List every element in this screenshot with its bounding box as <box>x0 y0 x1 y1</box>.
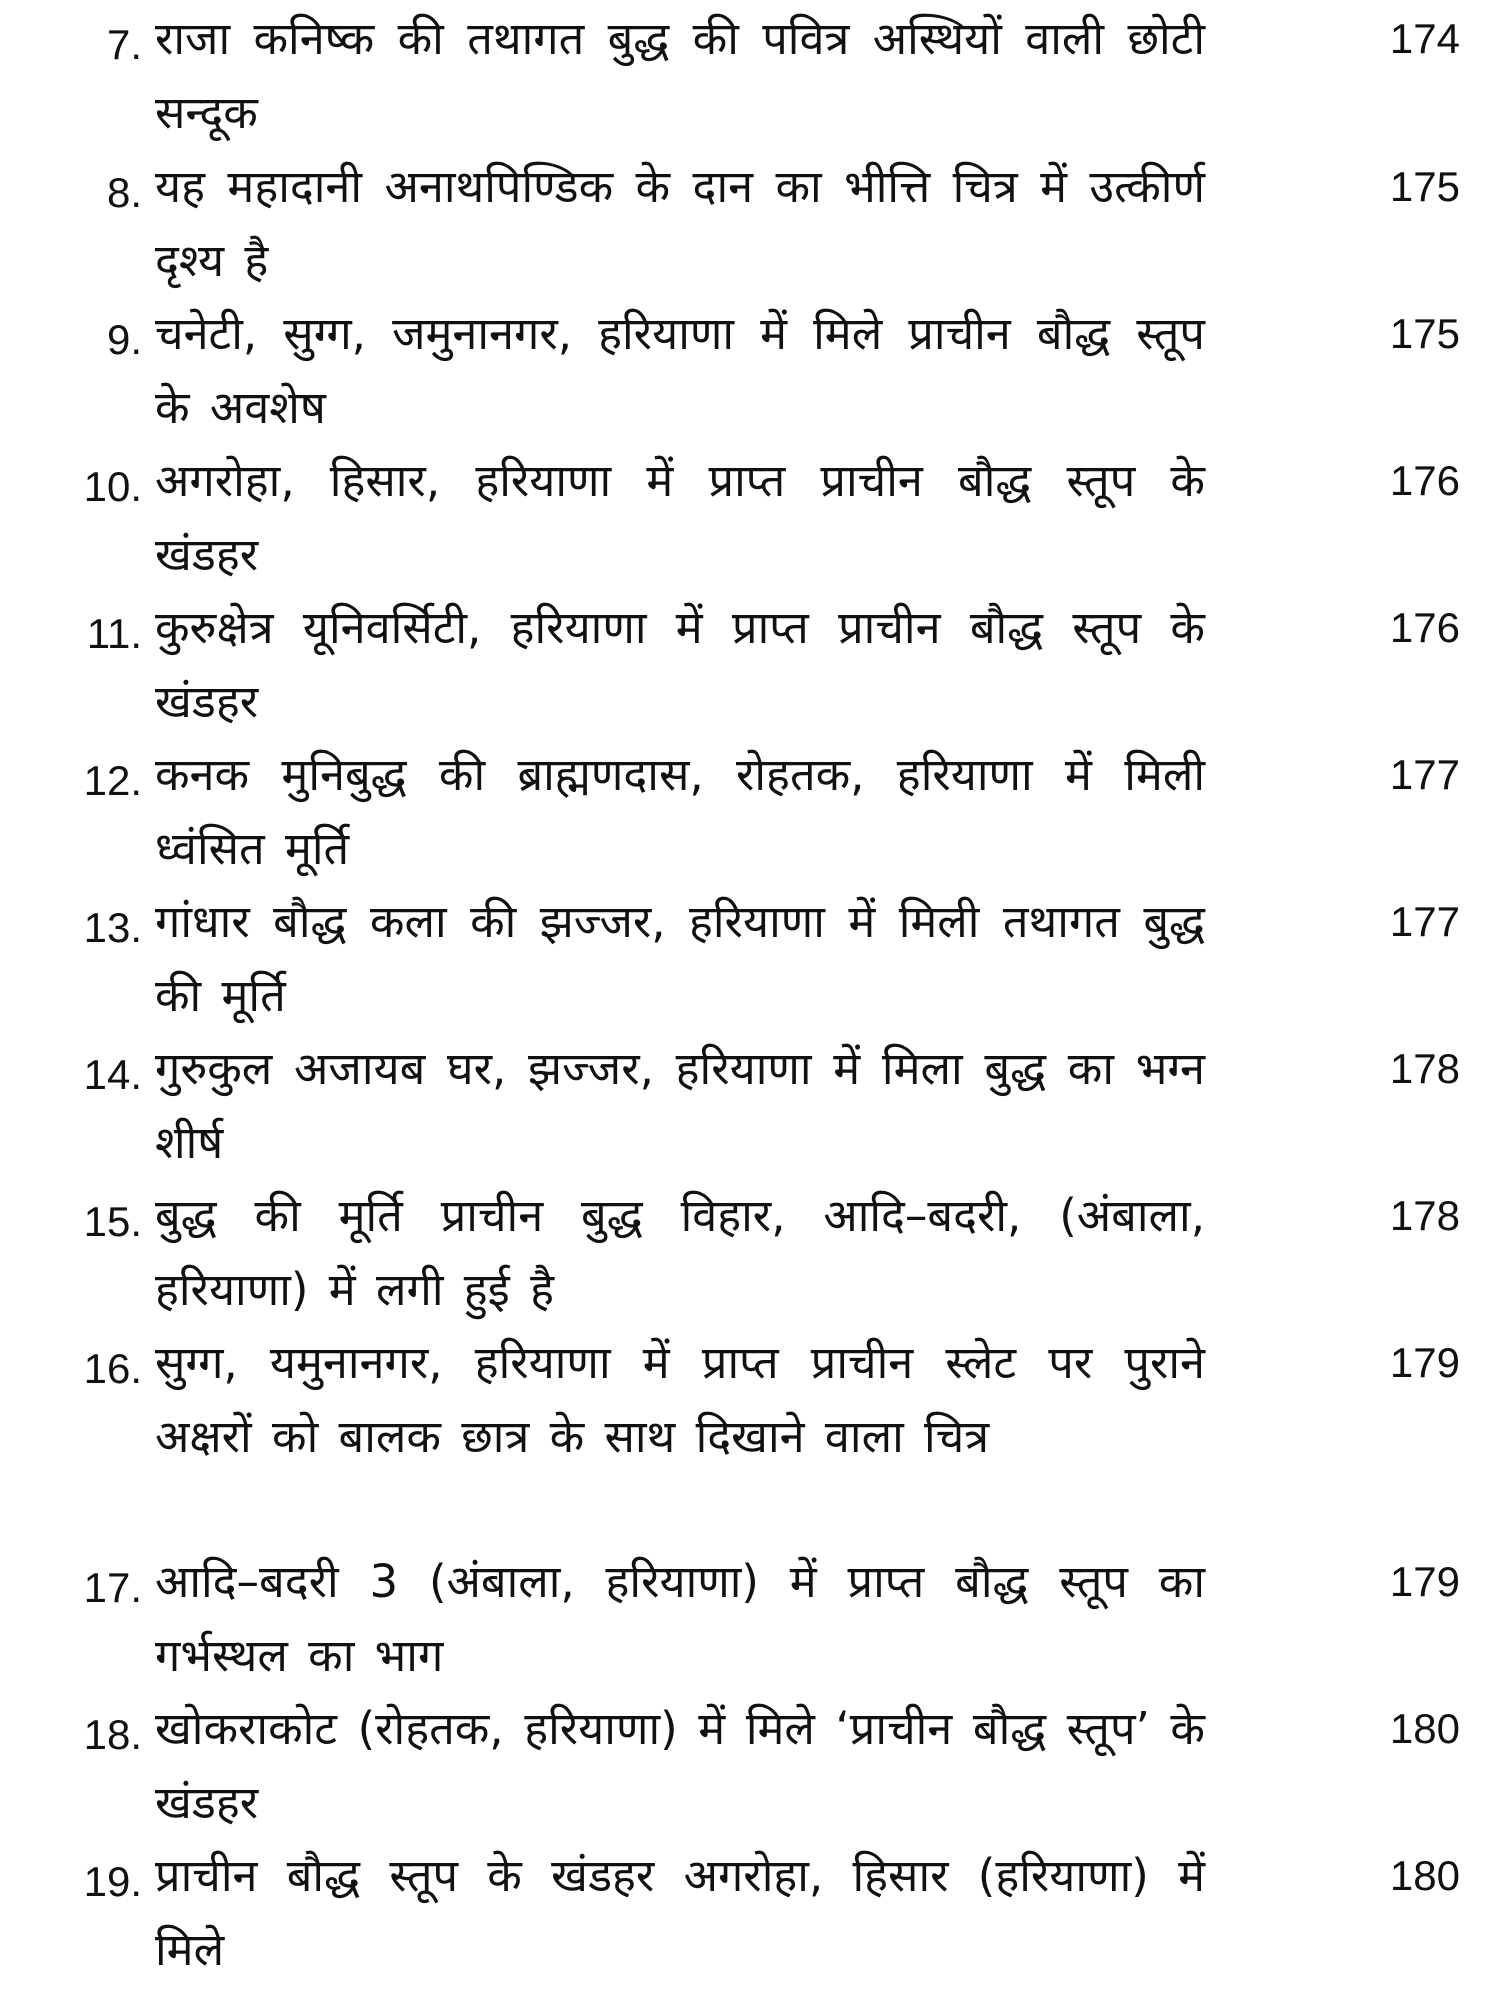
item-page-number: 176 <box>1389 604 1460 651</box>
item-number: 15. <box>83 1198 142 1245</box>
item-page-number: 177 <box>1389 898 1460 945</box>
item-caption: खोकराकोट (रोहतक, हरियाणा) में मिले ‘प्राचीन बौद्ध स्तूप’ के खंडहर <box>155 1702 1205 1829</box>
item-number: 18. <box>83 1711 142 1758</box>
item-number: 17. <box>83 1564 142 1611</box>
item-number: 10. <box>83 463 142 510</box>
item-number: 19. <box>83 1858 142 1905</box>
item-page-number: 179 <box>1389 1558 1460 1605</box>
item-number: 8. <box>106 169 142 216</box>
item-caption: कुरुक्षेत्र यूनिवर्सिटी, हरियाणा में प्राप्त प्राचीन बौद्ध स्तूप के खंडहर <box>155 601 1205 728</box>
item-caption: यह महादानी अनाथपिण्डिक के दान का भीत्ति चित्र में उत्कीर्ण दृश्य है <box>155 160 1205 287</box>
item-caption: चनेटी, सुग्ग, जमुनानगर, हरियाणा में मिले प्राचीन बौद्ध स्तूप के अवशेष <box>155 307 1205 434</box>
item-number: 9. <box>106 316 142 363</box>
item-page-number: 180 <box>1389 1705 1460 1752</box>
item-number: 13. <box>83 904 142 951</box>
item-caption: प्राचीन बौद्ध स्तूप के खंडहर अगरोहा, हिसार (हरियाणा) में मिले <box>155 1849 1205 1976</box>
item-page-number: 175 <box>1389 310 1460 357</box>
item-number: 11. <box>86 610 142 657</box>
item-number: 16. <box>83 1345 142 1392</box>
item-page-number: 179 <box>1389 1339 1460 1386</box>
item-caption: कनक मुनिबुद्ध की ब्राह्मणदास, रोहतक, हरियाणा में मिली ध्वंसित मूर्ति <box>155 748 1205 875</box>
item-caption: राजा कनिष्क की तथागत बुद्ध की पवित्र अस्थियों वाली छोटी सन्दूक <box>155 12 1205 139</box>
item-caption: गांधार बौद्ध कला की झज्जर, हरियाणा में मिली तथागत बुद्ध की मूर्ति <box>155 895 1205 1022</box>
item-number: 12. <box>83 757 142 804</box>
item-caption: अगरोहा, हिसार, हरियाणा में प्राप्त प्राचीन बौद्ध स्तूप के खंडहर <box>155 454 1205 581</box>
item-number: 7. <box>106 21 142 68</box>
item-page-number: 178 <box>1389 1192 1460 1239</box>
item-page-number: 178 <box>1389 1045 1460 1092</box>
item-page-number: 177 <box>1389 751 1460 798</box>
item-page-number: 174 <box>1389 15 1460 62</box>
item-page-number: 176 <box>1389 457 1460 504</box>
item-caption: आदि–बदरी 3 (अंबाला, हरियाणा) में प्राप्त बौद्ध स्तूप का गर्भस्थल का भाग <box>155 1555 1205 1682</box>
item-caption: सुग्ग, यमुनानगर, हरियाणा में प्राप्त प्राचीन स्लेट पर पुराने अक्षरों को बालक छात्र के साथ दिखाने वाला चित्र <box>155 1336 1205 1463</box>
item-caption: गुरुकुल अजायब घर, झज्जर, हरियाणा में मिला बुद्ध का भग्न शीर्ष <box>155 1042 1205 1169</box>
item-page-number: 180 <box>1389 1852 1460 1899</box>
item-page-number: 175 <box>1389 163 1460 210</box>
item-caption: बुद्ध की मूर्ति प्राचीन बुद्ध विहार, आदि–बदरी, (अंबाला, हरियाणा) में लगी हुई है <box>155 1189 1205 1316</box>
item-number: 14. <box>83 1051 142 1098</box>
